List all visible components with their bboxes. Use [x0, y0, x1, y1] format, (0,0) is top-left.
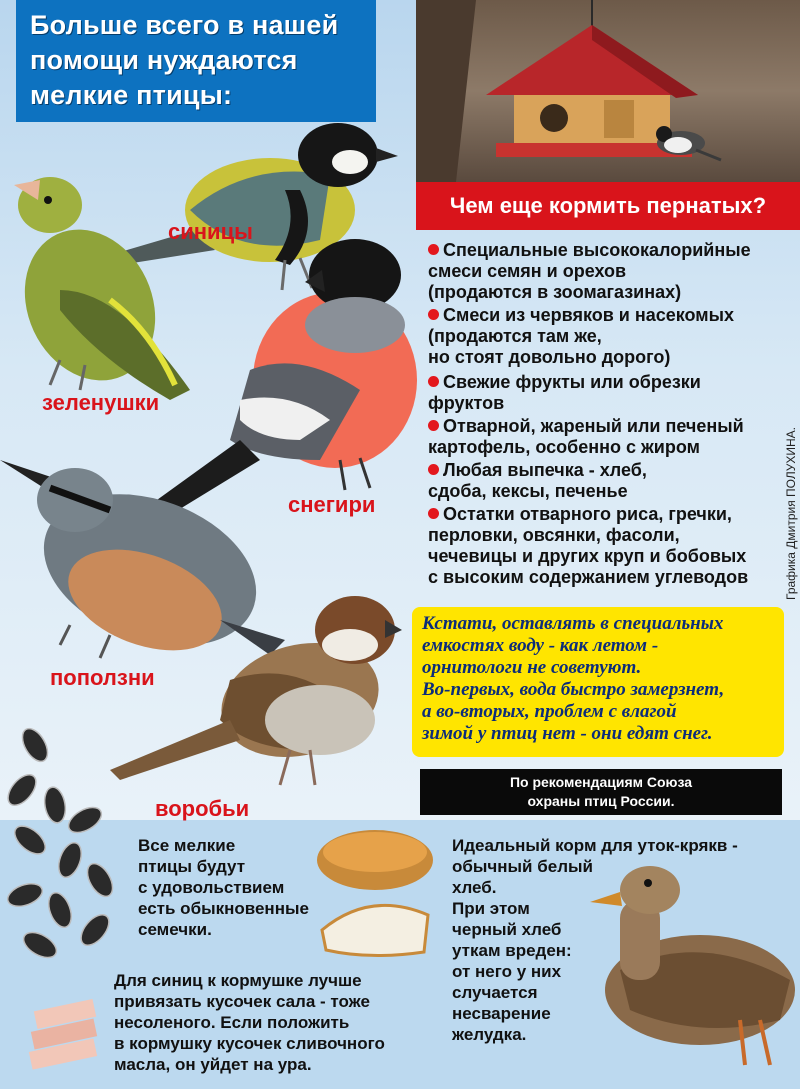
headline-line: мелкие птицы:	[30, 80, 233, 110]
tip-line: емкостях воду - как летом -	[422, 635, 659, 656]
label-greenfinch: зеленушки	[42, 390, 160, 415]
label-bullfinch: снегири	[288, 492, 376, 517]
bullet-icon	[428, 309, 439, 320]
lard-text: Для синиц к кормушке лучше привязать кусочек сала - тоже несоленого. Если положить в кормушку кусочек сливочного масла, он уйдет на ура.	[114, 971, 385, 1074]
bullet-icon	[428, 376, 439, 387]
bullet-icon	[428, 420, 439, 431]
seeds-text: Все мелкие птицы будут с удовольствием есть обыкновенные семечки.	[138, 836, 309, 939]
bread-icon	[317, 830, 433, 956]
label-sparrow: воробьи	[155, 796, 250, 821]
feed-item: Смеси из червяков и насекомых (продаются там же, но стоят довольно дорого)	[428, 305, 734, 367]
nuthatch-bird-icon	[0, 460, 285, 673]
graphics-credit: Графика Дмитрия ПОЛУХИНА.	[784, 426, 798, 600]
bullet-icon	[428, 244, 439, 255]
label-tits: синицы	[168, 219, 253, 244]
feed-item: Специальные высококалорийные смеси семян и орехов (продаются в зоомагазинах)	[428, 240, 751, 302]
bullet-icon	[428, 508, 439, 519]
tip-line: орнитологи не советуют.	[422, 657, 642, 678]
lard-icon	[29, 999, 97, 1070]
sunflower-seeds-icon	[3, 724, 118, 962]
bullet-icon	[428, 464, 439, 475]
tip-line: зимой у птиц нет - они едят снег.	[422, 723, 713, 744]
label-nuthatch: поползни	[50, 665, 155, 690]
feeding-title: Чем еще кормить пернатых?	[449, 193, 767, 218]
feed-item: Свежие фрукты или обрезки фруктов	[428, 372, 701, 413]
feeder-illustration	[416, 0, 800, 182]
feed-item: Отварной, жареный или печеный картофель, особенно с жиром	[428, 416, 744, 457]
headline-line: Больше всего в нашей	[30, 10, 339, 40]
headline-line: помощи нуждаются	[30, 45, 298, 75]
duck-text: Идеальный корм для уток-крякв - обычный белый хлеб. При этом черный хлеб уткам вреден: от него у них случается несварение желудка.	[452, 836, 738, 1044]
birds-illustration	[0, 60, 420, 820]
feed-item: Любая выпечка - хлеб, сдоба, кексы, печенье	[428, 460, 647, 501]
tip-line: Кстати, оставлять в специальных	[422, 613, 724, 634]
tip-line: а во-вторых, проблем с влагой	[422, 701, 677, 722]
source-box: По рекомендациям Союза охраны птиц России.	[420, 769, 782, 815]
feed-item: Остатки отварного риса, гречки, перловки, овсянки, фасоли, чечевицы и других круп и бобовых с высоким содержанием углеводов	[428, 504, 749, 587]
greenfinch-bird-icon	[1, 177, 190, 402]
feeder-photo	[416, 0, 800, 182]
tip-line: Во-первых, вода быстро замерзнет,	[422, 679, 725, 700]
